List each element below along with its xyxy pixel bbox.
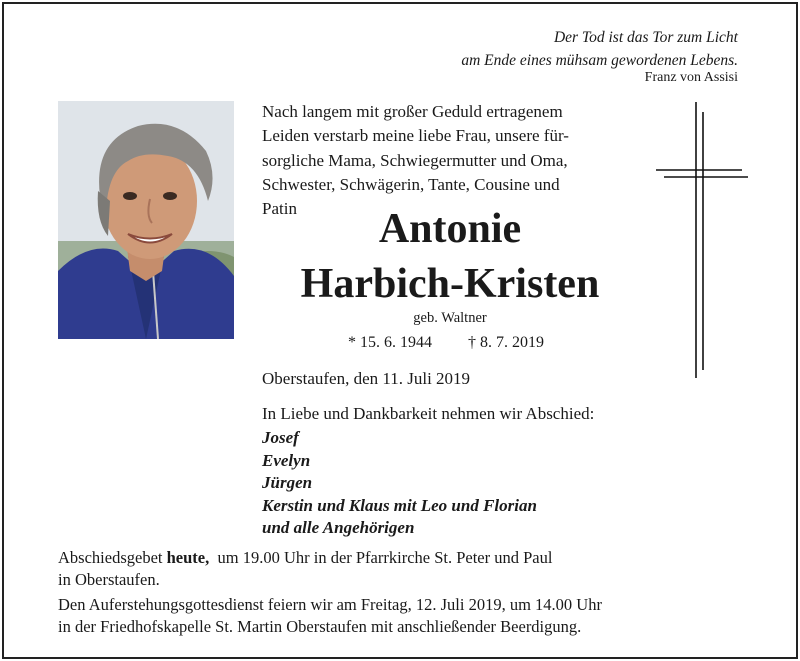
mourner: und alle Angehörigen — [262, 518, 415, 537]
motto-line-1: Der Tod ist das Tor zum Licht — [553, 29, 738, 46]
intro-line: Leiden verstarb meine liebe Frau, unsere für- — [262, 126, 569, 146]
deceased-first-name: Antonie — [378, 206, 522, 252]
mourner: Jürgen — [262, 473, 313, 492]
motto-quote — [461, 26, 738, 72]
place-date: Oberstaufen, den 11. Juli 2019 — [262, 369, 471, 388]
intro-line: Schwester, Schwägerin, Tante, Cousine und — [262, 174, 560, 194]
intro-line: Patin — [262, 199, 297, 219]
intro-text — [262, 100, 569, 221]
prayer-prefix: Abschiedsgebet — [58, 548, 167, 567]
farewell-line: In Liebe und Dankbarkeit nehmen wir Abschied: — [262, 404, 595, 423]
mourner: Kerstin und Klaus mit Leo und Florian — [262, 495, 537, 515]
mourners-list — [262, 427, 537, 540]
motto-author: Franz von Assisi — [644, 70, 738, 85]
cross-icon — [650, 100, 750, 380]
mourner: Evelyn — [262, 450, 311, 470]
service-notice — [58, 594, 602, 637]
death-date-line — [468, 334, 544, 352]
intro-line: Nach langem mit großer Geduld ertragenem — [262, 102, 563, 121]
birth-symbol: * — [348, 334, 356, 351]
birth-name: geb. Waltner — [413, 310, 487, 326]
birth-date: 15. 6. 1944 — [360, 334, 432, 351]
service-line-2: in der Friedhofskapelle St. Martin Oberstaufen mit anschließender Beerdigung. — [58, 616, 582, 636]
prayer-rest: um 19.00 Uhr in der Pfarrkirche St. Peter und Paul — [209, 548, 553, 567]
portrait-illustration — [58, 101, 234, 339]
prayer-line-1 — [58, 547, 552, 569]
service-line-1: Den Auferstehungsgottesdienst feiern wir am Freitag, 12. Juli 2019, um 14.00 Uhr — [58, 595, 602, 614]
birth-date-line — [348, 334, 432, 352]
death-symbol: † — [468, 334, 476, 351]
mourner: Josef — [262, 428, 299, 447]
prayer-highlight: heute, — [166, 548, 210, 567]
prayer-line-2: in Oberstaufen. — [58, 569, 160, 589]
prayer-notice — [58, 547, 552, 590]
intro-line: sorgliche Mama, Schwiegermutter und Oma, — [262, 150, 568, 170]
deceased-last-name: Harbich-Kristen — [300, 261, 600, 307]
portrait-photo — [58, 101, 234, 339]
death-date: 8. 7. 2019 — [480, 334, 544, 351]
motto-line-2: am Ende eines mühsam gewordenen Lebens. — [461, 52, 738, 69]
